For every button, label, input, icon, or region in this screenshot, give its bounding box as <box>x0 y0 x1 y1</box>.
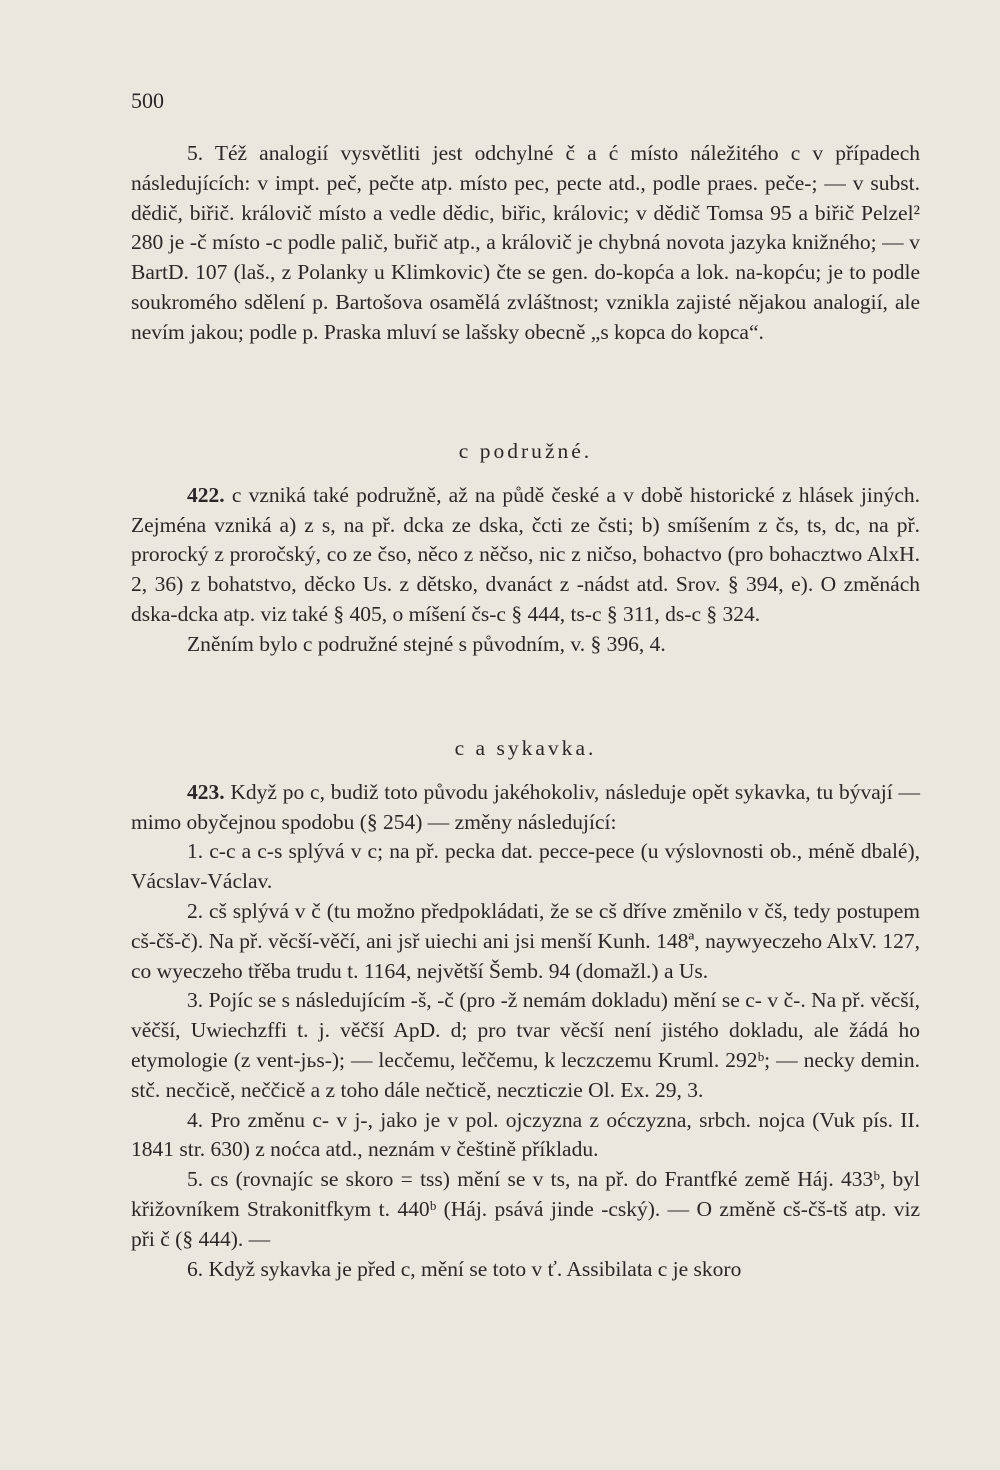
section-c-sykavka <box>131 734 920 1284</box>
section-number-422: 422. <box>187 482 225 507</box>
heading-c-podruzne: c podružné. <box>458 439 593 463</box>
paragraph-422 <box>131 481 920 630</box>
page-number: 500 <box>131 88 164 113</box>
paragraph-analogy: 5. Též analogií vysvětliti jest odchylné č a ć místo náležitého c v případech následujících: v impt. peč, pečte atp. místo pec, pecte atd., podle praes. peče-; — v subst. dědič, biřič. královič místo a vedle dědic, biřic, královic; v dědič Tomsa 95 a biřič Pelzel² 280 je -č místo -c podle palič, buřič atp., a královič je chybná novota jazyka knižného; — v BartD. 107 (laš., z Polanky u Klimkovic) čte se gen. do-kopća a lok. na-kopću; je to podle soukromého sdělení p. Bartošova osamělá zvláštnost; vznikla zajisté nějakou analogií, ale nevím jakou; podle p. Praska mluví se lašsky obecně „s kopca do kopca“. <box>131 141 920 344</box>
paragraph-423-text: Když po c, budiž toto původu jakéhokoliv, následuje opět sykavka, tu bývají — mimo obyčejnou spodobu (§ 254) — změny následující: <box>131 779 920 834</box>
list-item-3: 3. Pojíc se s následujícím -š, -č (pro -ž nemám dokladu) mění se c- v č-. Na př. věcší, věčší, Uwiechzffi t. j. věčší ApD. d; pro tvar věcší není jistého dokladu, ale žádá ho etymologie (z vent-jьs-); — lecčemu, leččemu, k leczczemu Kruml. 292ᵇ; — necky demin. stč. necčicě, neččicě a z toho dále nečticě, neczticzie Ol. Ex. 29, 3. <box>131 988 920 1102</box>
paragraph-422-note: Zněním bylo c podružné stejné s původním, v. § 396, 4. <box>187 631 666 656</box>
list-item-4: 4. Pro změnu c- v j-, jako je v pol. ojczyzna z oćczyzna, srbch. nojca (Vuk pís. II. 1841 str. 630) z nоćca atd., neznám v češtině příkladu. <box>131 1107 920 1162</box>
section-c-podruzne <box>131 437 920 660</box>
list-item-5: 5. cs (rovnajíc se skoro = tss) mění se v ts, na př. do Frantfké země Háj. 433ᵇ, byl křižovníkem Strakonitfkym t. 440ᵇ (Háj. psává jinde -cský). — O změně cš-čš-tš atp. viz při č (§ 444). — <box>131 1167 920 1251</box>
section-top <box>131 139 920 348</box>
list-item-1: 1. c-c a c-s splývá v c; na př. pecka dat. pecce-pece (u výslovnosti ob., méně dbalé), Vácslav-Václav. <box>131 839 920 894</box>
list-item-2: 2. cš splývá v č (tu možno předpokládati, že se cš dříve změnilo v čš, tedy postupem cš-čš-č). Na př. věcší-věčí, ani jsř uiechi ani jsi menší Kunh. 148ª, naywyeczeho AlxV. 127, co wyeczeho třěba trudu t. 1164, největší Šemb. 94 (domažl.) a Us. <box>131 898 920 983</box>
paragraph-423 <box>131 778 920 838</box>
section-number-423: 423. <box>187 779 225 804</box>
list-item-6: 6. Když sykavka je před c, mění se toto v ť. Assibilata c je skoro <box>187 1256 742 1281</box>
heading-c-sykavka: c a sykavka. <box>454 736 597 760</box>
paragraph-422-text: c vzniká také podružně, až na půdě české a v době historické z hlásek jiných. Zejména vzniká a) z s, na př. dcka ze dska, čcti ze čsti; b) smíšením z čs, ts, dc, na př. prorocký z proročský, co ze čso, něco z něčso, nic z ničso, bohactvo (pro bohacztwo AlxH. 2, 36) z bohatstvo, děcko Us. z dětsko, dvanáct z -nádst atd. Srov. § 394, e). O změnách dska-dcka atp. viz také § 405, o míšení čs-c § 444, ts-c § 311, ds-c § 324. <box>131 482 920 626</box>
